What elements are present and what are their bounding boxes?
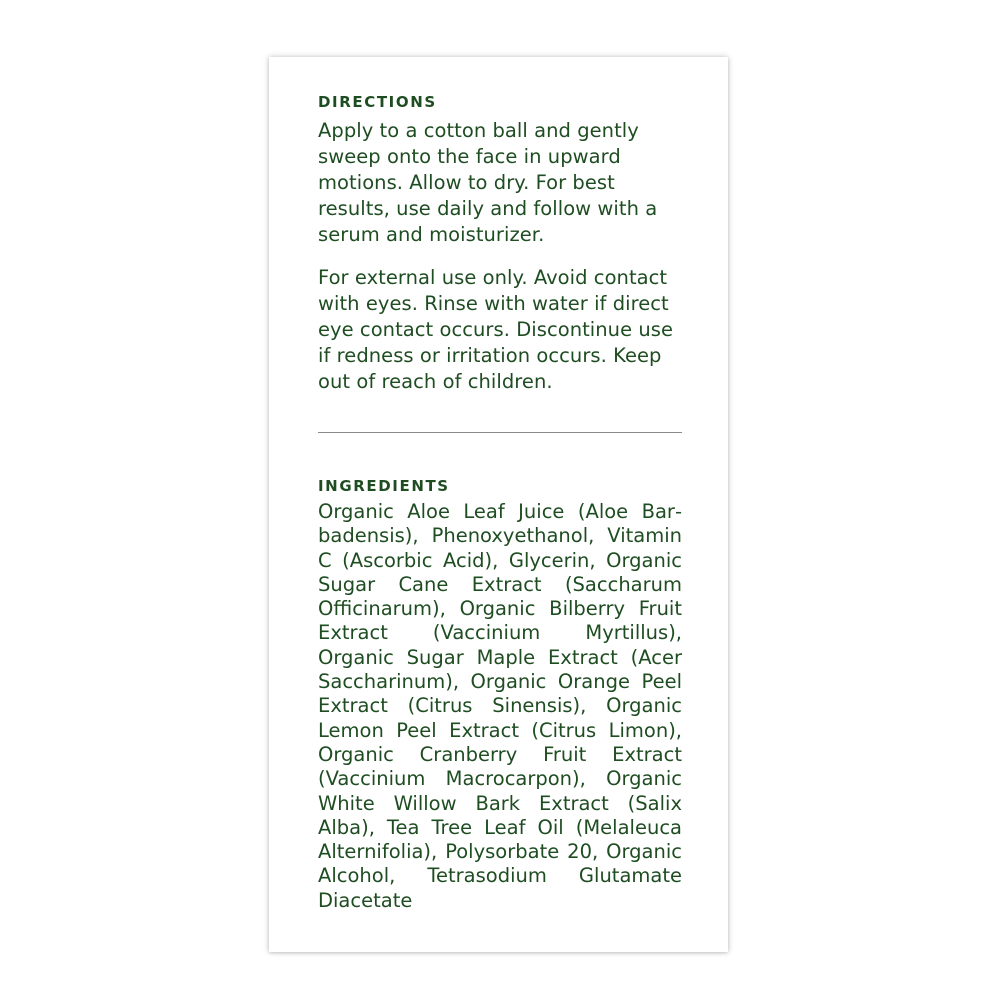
ingredients-list: Organic Aloe Leaf Juice (Aloe Barbadensis), Phenoxyethanol, Vitamin C (Ascorbic Acid), Glycerin, Organic Sugar Cane Extract (Saccharum Officinarum), Organic Bilberry Fruit Extract (Vaccinium Myrtillus), Organic Sugar Maple Extract (Acer Saccharinum), Organic Orange Peel Extract (Citrus Sinensis), Organic Lemon Peel Extract (Citrus Limon), Organic Cranberry Fruit Extract (Vaccinium Macrocarpon), Organic White Willow Bark Extract (Salix Alba), Tea Tree Leaf Oil (Melaleuca Alternifolia), Polysorbate 20, Organic Alcohol, Tetrasodium Glutamate Diacetate xyxy=(318,500,682,912)
warnings-text: For external use only. Avoid contact with eyes. Rinse with water if direct eye contact occurs. Discontinue use if redness or irritation occurs. Keep out of reach of children. xyxy=(318,266,674,393)
ingredients-heading: INGREDIENTS xyxy=(318,477,450,495)
directions-heading: DIRECTIONS xyxy=(318,93,437,111)
section-divider xyxy=(318,432,682,433)
product-label-panel xyxy=(269,57,728,952)
directions-text: Apply to a cotton ball and gently sweep onto the face in upward motions. Allow to dry. For best results, use daily and follow with a serum and moisturizer. xyxy=(318,119,658,246)
